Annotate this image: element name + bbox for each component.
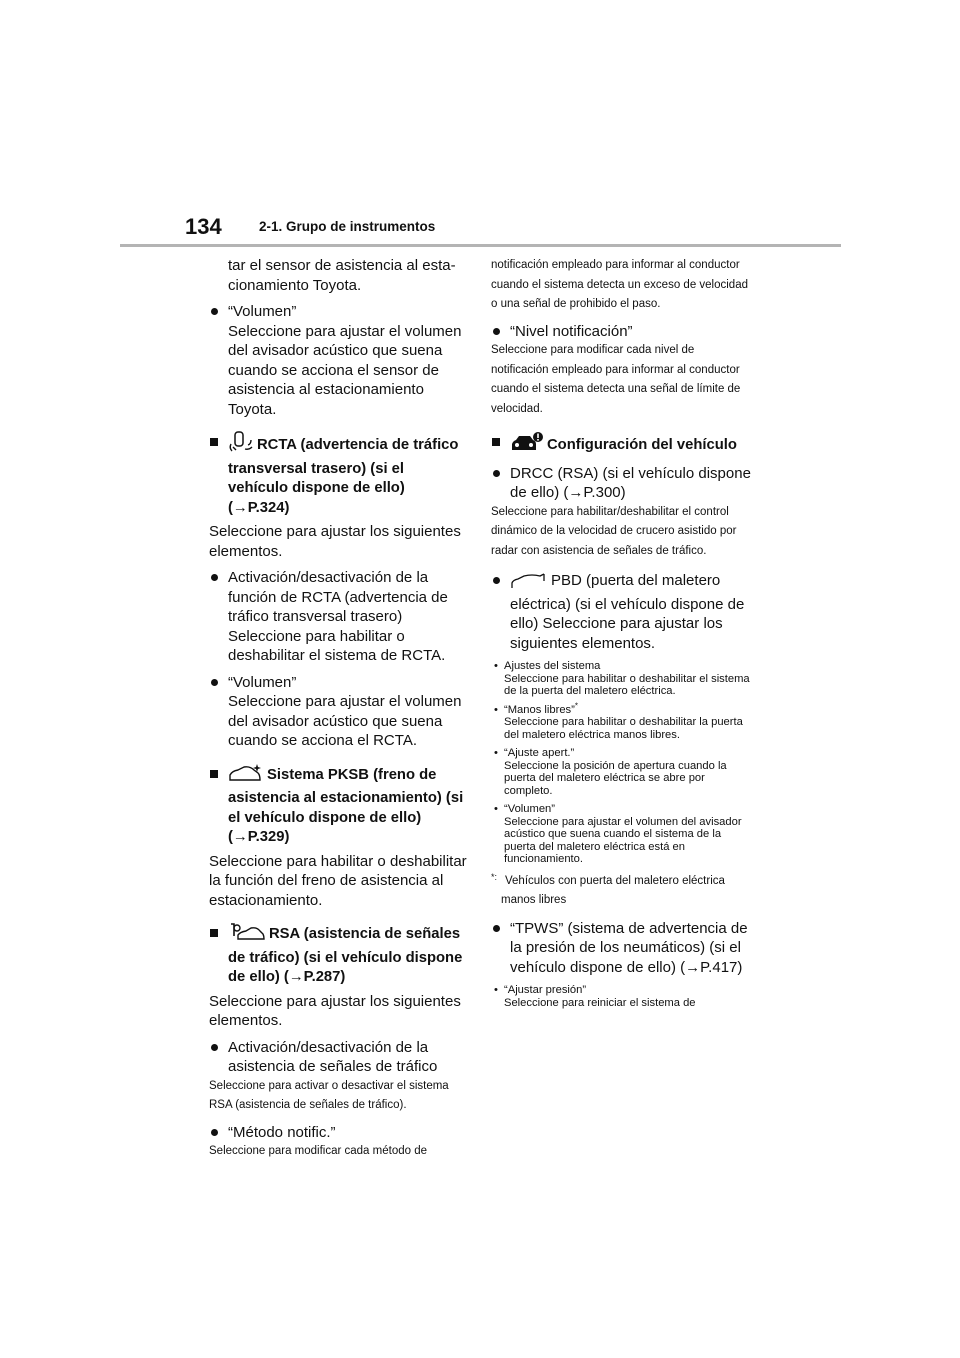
square-bullet-icon [210,438,218,446]
heading-text: RCTA (advertencia de tráfico transversal trasero) (si el vehículo dispone de ello) (→P.324) [228,437,459,516]
bullet-dot-icon [211,308,218,315]
heading-text: Sistema PKSB (freno de asistencia al estacionamiento) (si el vehículo dispone de ello) (→P.329) [228,766,464,845]
item-text: Seleccione para ajustar el volumen del avisador acústico que suena cuando se acciona el sensor de asistencia al estacionamiento Toyota. [228,322,462,418]
list-item [491,919,751,978]
subitem-text: Seleccione para habilitar o deshabilitar la puerta del maletero eléctrica manos libres. [504,716,743,741]
sub-list-item [491,747,751,797]
bullet-dot-icon: • [494,984,498,996]
vehicle-config-icon [510,431,544,460]
heading-text: Configuración del vehículo [547,437,737,453]
item-title: Activación/desactivación de la función de RCTA (advertencia de tráfico transversal trasero) [228,569,448,625]
list-item [209,673,467,751]
footnote-marker: *: [491,871,498,882]
item-title: PBD (puerta del maletero eléctrica) (si el vehículo dispone de ello) Seleccione para ajustar los siguientes elementos. [510,572,745,652]
intro-text: Seleccione para ajustar los siguientes elementos. [209,523,461,560]
square-bullet-icon [492,438,500,446]
bullet-dot-icon: • [494,747,498,759]
continued-text [228,256,467,295]
square-bullet-icon [210,770,218,778]
subitem-title [504,700,751,717]
text-line: cionamiento Toyota. [228,276,362,294]
list-item [209,302,467,419]
rcta-heading [209,431,467,518]
power-back-door-icon [510,573,548,595]
list-item [491,571,751,653]
footnote-text: Vehículos con puerta del maletero eléctrica manos libres [501,874,725,906]
left-column [209,256,467,1162]
footnote-marker: * [574,700,578,710]
bullet-dot-icon: • [494,660,498,672]
bullet-dot-icon: • [494,703,498,716]
list-item [491,464,751,503]
item-title: “Método notific.” [228,1123,336,1141]
bullet-dot-icon [211,1129,218,1136]
item-title: “Nivel notificación” [510,322,633,340]
list-item [209,1123,467,1143]
bullet-dot-icon [493,577,500,584]
bullet-dot-icon [493,328,500,335]
item-text: Seleccione para habilitar/deshabilitar el control dinámico de la velocidad de crucero asistido por radar con asistencia de señales de tráfico. [491,505,737,557]
rsa-sign-car-icon [228,922,266,949]
text-line: tar el sensor de asistencia al esta- [228,257,456,274]
list-item [209,568,467,666]
bullet-dot-icon: • [494,803,498,815]
subitem-text: Seleccione la posición de apertura cuando la puerta del maletero eléctrica se abre por completo. [504,759,727,797]
item-text: Seleccione para activar o desactivar el sistema RSA (asistencia de señales de tráfico). [209,1079,449,1111]
square-bullet-icon [210,929,218,937]
continued-text: notificación empleado para informar al conductor cuando el sistema detecta un exceso de velocidad o una señal de prohibido el paso. [491,259,748,310]
subitem-title: “Ajuste apert.” [504,747,575,759]
right-column [491,256,751,1015]
intro-text: Seleccione para ajustar los siguientes elementos. [209,992,461,1029]
footnote [491,872,751,911]
page-number: 134 [185,214,222,239]
subitem-text: Seleccione para reiniciar el sistema de [504,996,696,1009]
bullet-dot-icon [211,574,218,581]
item-text: Seleccione para modificar cada método de [209,1145,427,1157]
pksb-heading [209,763,467,848]
sub-list-item [491,803,751,866]
item-title: “TPWS” (sistema de advertencia de la presión de los neumáticos) (si el vehículo dispone de ello) (→P.417) [510,919,748,976]
sub-list-item [491,984,751,1009]
subitem-title: “Ajustar presión” [504,984,587,996]
bullet-dot-icon [493,470,500,477]
page-header [0,0,960,250]
bullet-dot-icon [211,679,218,686]
item-title: “Volumen” [228,673,297,691]
bullet-dot-icon [211,1044,218,1051]
rcta-sensor-icon [228,431,254,460]
pksb-car-icon [228,763,264,790]
pbd-subitems [491,660,751,866]
subitem-text: Seleccione para habilitar o deshabilitar el sistema de la puerta del maletero eléctrica. [504,672,750,697]
sub-list-item [491,660,751,698]
header-rule [120,244,841,247]
heading-text: RSA (asistencia de señales de tráfico) (si el vehículo dispone de ello) (→P.287) [228,926,463,985]
list-item [209,1038,467,1077]
body-text: Seleccione para habilitar o deshabilitar la función del freno de asistencia al estacionamiento. [209,852,467,909]
item-text: Seleccione para habilitar o deshabilitar el sistema de RCTA. [228,627,446,664]
rsa-heading [209,922,467,988]
sub-list-item [491,700,751,742]
item-title: Activación/desactivación de la asistencia de señales de tráfico [228,1038,438,1075]
item-text: Seleccione para ajustar el volumen del avisador acústico que suena cuando se acciona el RCTA. [228,693,462,749]
bullet-dot-icon [493,925,500,932]
section-title: 2-1. Grupo de instrumentos [259,219,436,234]
config-heading [491,431,751,460]
item-title: “Volumen” [228,303,297,320]
subitem-text: Seleccione para ajustar el volumen del avisador acústico que suena cuando el sistema de la puerta del maletero eléctrica está en funcionamiento. [504,815,742,865]
item-text: Seleccione para modificar cada nivel de notificación empleado para informar al conductor cuando el sistema detecta una señal de límite de velocidad. [491,344,741,415]
subitem-title: “Volumen” [504,803,555,815]
list-item [491,322,751,342]
item-title: DRCC (RSA) (si el vehículo dispone de ello) (→P.300) [510,464,751,501]
subitem-title-text: “Manos libres” [504,703,575,716]
subitem-title: Ajustes del sistema [504,660,601,672]
